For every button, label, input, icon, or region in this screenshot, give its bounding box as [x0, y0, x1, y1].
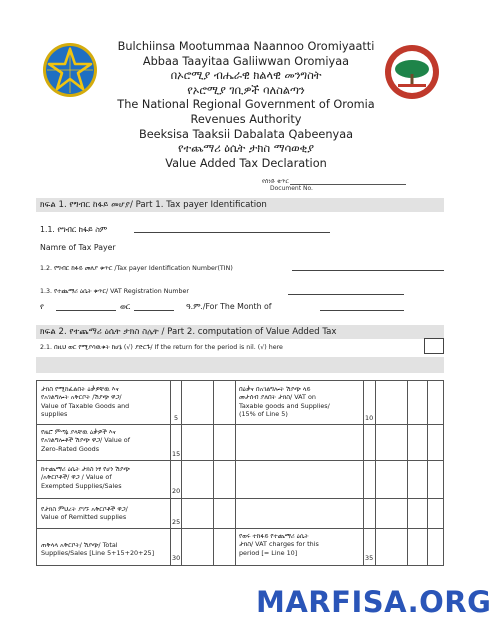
nil-return-checkbox[interactable]	[424, 338, 444, 354]
row-label-line: ጠቅላላ አቅርቦት/ ሽያጭ/ Total	[41, 541, 118, 549]
document-number-label	[262, 178, 313, 192]
table-row-label	[239, 385, 330, 418]
table-divider	[363, 381, 364, 565]
vat-computation-table	[36, 380, 444, 566]
row-label-line: ከተጨማሪ ዕሴት ታክስ ነፃ የሆነ ሽያጭ	[41, 465, 130, 473]
row-label-line: (15% of Line 5)	[239, 409, 288, 418]
taxpayer-name-field[interactable]	[134, 232, 330, 233]
part1-header: ክፍል 1. የግብር ከፋይ መሆያ/ Part 1. Tax payer Identification	[36, 198, 444, 212]
row-label-line: የአገልግሎቶች ሽያጭ ዋጋ/ Value of	[41, 436, 130, 445]
period-prefix: የ	[40, 302, 44, 311]
row-label-line: ታክስ የሚከፈልበት ዕቃዎቸዉ እና	[41, 385, 119, 393]
table-divider	[181, 381, 182, 565]
title-line: Bulchiinsa Mootummaa Naannoo Oromiyaatti	[117, 40, 375, 53]
title-line: Abbaa Taayitaa Galiiwwan Oromiyaa	[142, 54, 350, 68]
table-row-divider	[37, 424, 443, 425]
table-row-divider	[37, 528, 443, 529]
line-code: 15	[172, 450, 181, 458]
table-divider	[235, 381, 236, 565]
row-label-line: Supplies/Sales [Line 5+15+20+25]	[41, 549, 155, 558]
row-label-line: የአገልግሎት አቅርቦት /ሽያጭ ዋጋ/	[41, 393, 122, 402]
row-label-line: በዕቃና በአገልግሎት ሽያጭ ላይ	[239, 385, 311, 393]
watermark-text: MARFISA.ORG	[256, 585, 492, 619]
row-label-line: /አቅርቦቶች/ ዋጋ / Value of	[41, 473, 112, 482]
title-line: Revenues Authority	[190, 112, 302, 126]
nil-return-label: 2.1. በዚህ ወር የሚያሳዉቁት ከሆኔ (√) ያድርጉ/ If the return for the period is nil. (√) here	[40, 344, 283, 351]
row-label-line: Taxable goods and Supplies/	[239, 401, 330, 410]
tin-field[interactable]	[292, 270, 444, 271]
document-number-field[interactable]	[290, 184, 406, 185]
month-label: ወር	[120, 302, 131, 311]
row-label-line: ታክስ/ VAT charges for this	[239, 540, 319, 549]
table-divider	[427, 381, 428, 565]
line-code: 20	[172, 487, 181, 495]
title-line: የኦሮሚያ ገቢዎች ባለስልጣን	[187, 83, 305, 97]
row-label-line: Zero-Rated Goods	[41, 444, 100, 453]
table-divider	[170, 381, 171, 565]
ethiopian-emblem-icon	[42, 42, 98, 98]
row-label-line: Value of Remitted supplies	[41, 513, 127, 522]
table-row-label	[41, 505, 128, 522]
line-code: 5	[174, 414, 179, 422]
line-code: 30	[172, 554, 181, 562]
row-label-line: Value of Taxable Goods and	[41, 401, 130, 410]
table-row-label	[41, 428, 130, 453]
form-title-block	[100, 40, 392, 171]
table-row-label	[239, 532, 319, 557]
title-line: The National Regional Government of Oromia	[117, 98, 375, 112]
table-row-label	[41, 385, 129, 418]
table-row-divider	[37, 498, 443, 499]
period-month-field[interactable]	[134, 310, 174, 311]
row-label-line: period [= Line 10]	[239, 548, 298, 557]
line-code: 25	[172, 518, 181, 526]
for-month-label: ዓ.ም./For The Month of	[186, 302, 272, 311]
oromia-seal-icon	[384, 44, 440, 100]
table-row-divider	[37, 460, 443, 461]
part2-header: ክፍል 2. የተጨማሪ ዕሴት ታክስ ስሌት / Part 2. computation of Value Added Tax	[36, 325, 444, 339]
title-line: Beeksisa Taaksii Dabalata Qabeenyaa	[138, 127, 354, 141]
table-divider	[213, 381, 214, 565]
row-label-line: supplies	[41, 409, 68, 418]
table-row-label	[41, 465, 130, 490]
row-label-line: የወሩ ተከፋይ የተጨማሪ ዕሴት	[239, 532, 309, 540]
document-number-label-en: Document No.	[270, 185, 313, 192]
period-year-field[interactable]	[56, 310, 116, 311]
line-code: 35	[365, 554, 374, 562]
vat-registration-label: 1.3. የተጨማሪ ዕሴት ቁጥር/ VAT Registration Number	[40, 288, 189, 295]
row-label-line: መታሰብ ያለበት ታክስ/ VAT on	[239, 393, 316, 402]
row-label-line: Exempted Supplies/Sales	[41, 481, 122, 490]
taxpayer-name-label-en: Namre of Tax Payer	[40, 243, 116, 252]
title-line: Value Added Tax Declaration	[165, 156, 327, 170]
table-divider	[375, 381, 376, 565]
table-row-label	[41, 541, 154, 558]
for-month-field[interactable]	[320, 310, 404, 311]
vat-registration-field[interactable]	[288, 294, 404, 295]
section-divider	[36, 357, 444, 373]
title-line: የተጨማሪ ዕሴት ታክስ ማሳወቂያ	[177, 142, 314, 156]
title-line: በኦሮሚያ ብሔራዊ ክልላዊ መንግስት	[170, 69, 322, 83]
row-label-line: የታክስ ምህረት ያገኙ አቅርቦቶች ዋጋ/	[41, 505, 128, 513]
line-code: 10	[365, 414, 374, 422]
row-label-line: የዜሮ ምጣኔ ያላቸዉ ዕቃዎች እና	[41, 428, 116, 436]
taxpayer-name-label: 1.1. የግብር ከፋይ ስም	[40, 225, 108, 234]
document-number-label-am: የሰነድ ቁጥር	[262, 178, 289, 185]
tin-label: 1.2. የግብር ከፋይ መለያ ቁጥር /Tax payer Identification Number(TIN)	[40, 265, 233, 272]
table-divider	[407, 381, 408, 565]
